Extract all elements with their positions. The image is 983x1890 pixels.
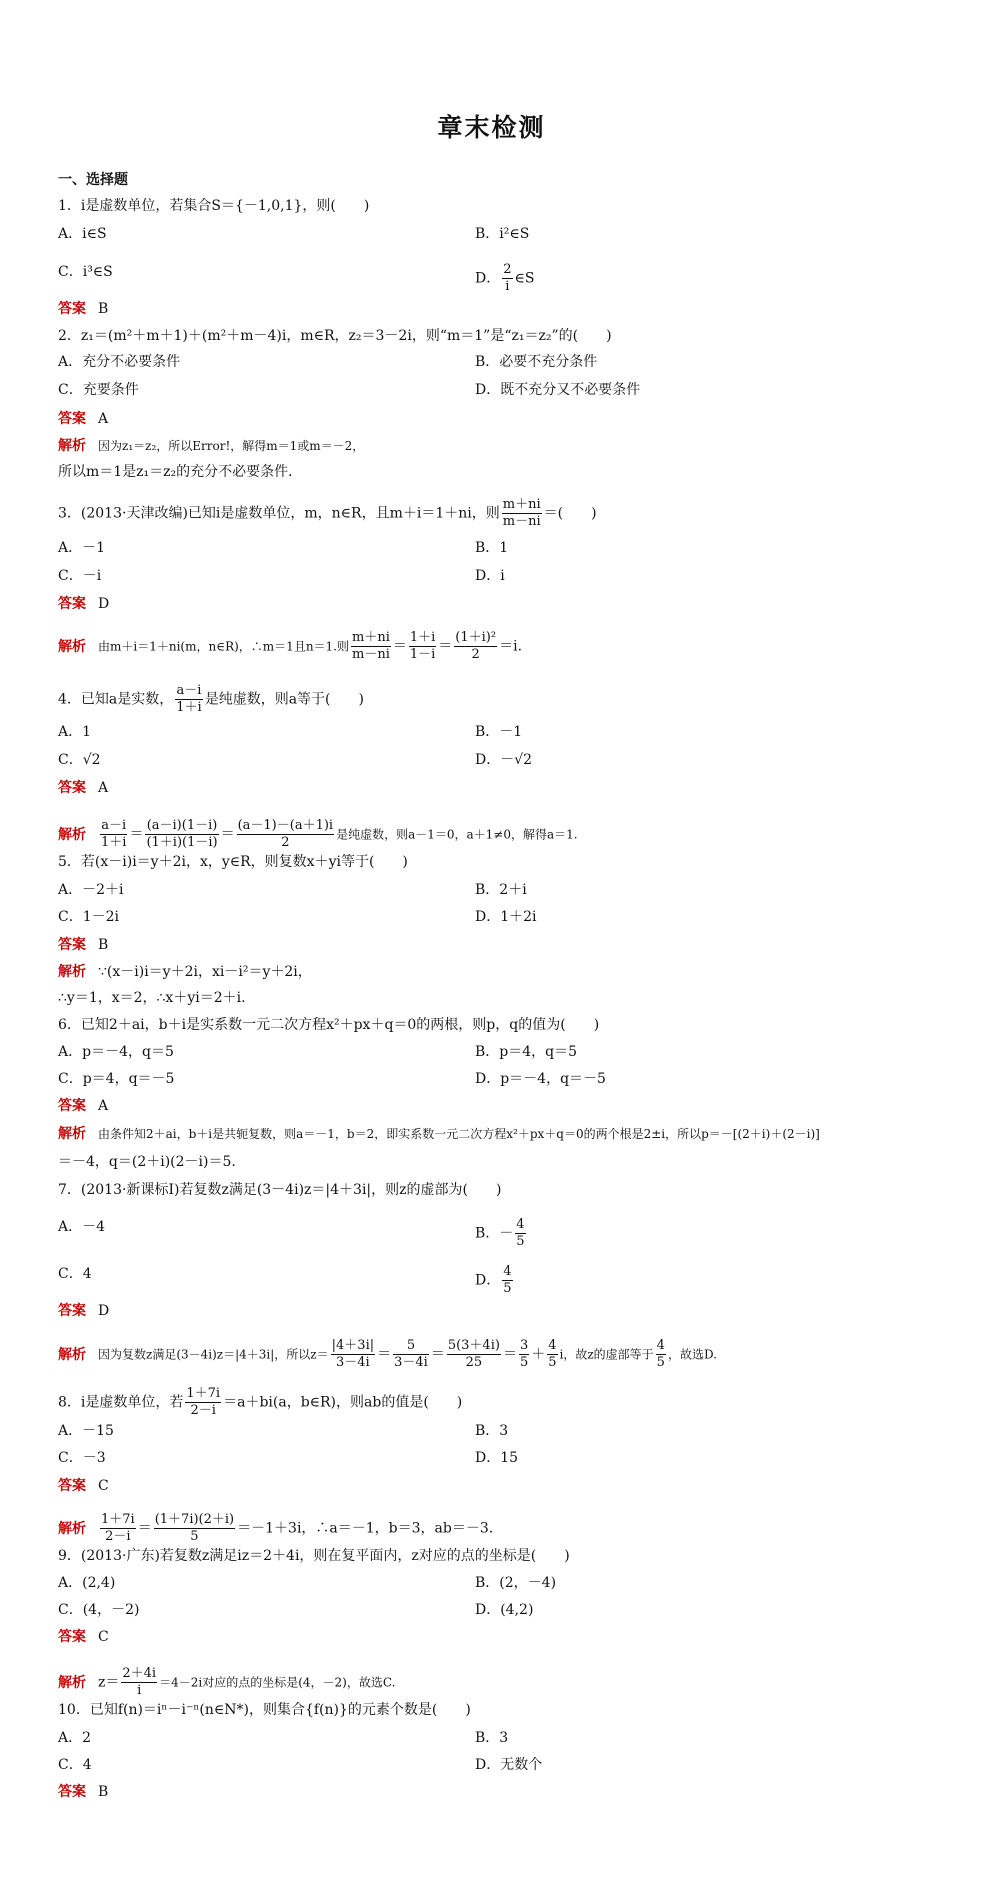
q1-option-d — [475, 262, 535, 294]
fraction-num: (a－1)－(a＋1)i — [237, 818, 334, 833]
fraction-den: 5 — [656, 1355, 665, 1370]
q7-option-d — [475, 1264, 515, 1296]
answer-value: C — [98, 1629, 109, 1645]
answer-label: 答案 — [58, 780, 86, 796]
fraction-num: 5 — [393, 1338, 429, 1355]
answer-label: 答案 — [58, 1303, 86, 1319]
q7-option-a: A．－4 — [58, 1219, 106, 1235]
fraction-den: 2－i — [190, 1403, 216, 1418]
explanation-text: 由m＋i＝1＋ni(m，n∈R)，∴m＝1且n＝1.则 — [98, 639, 349, 654]
explanation-text: ，故选D. — [667, 1347, 717, 1362]
fraction-num: 1＋7i — [186, 1386, 221, 1401]
q7-jx-fraction-1 — [331, 1338, 375, 1371]
answer-label: 答案 — [58, 937, 86, 953]
fraction-num: |4＋3i| — [331, 1338, 375, 1353]
answer-value: C — [98, 1478, 109, 1494]
fraction-num: (1＋7i)(2＋i) — [154, 1512, 235, 1527]
explanation-label: 解析 — [58, 826, 86, 843]
q4-option-d: D．－√2 — [475, 752, 533, 768]
q1-option-a: A．i∈S — [58, 226, 107, 242]
q4-option-c: C．√2 — [58, 752, 101, 768]
q3-jx-fraction-2 — [409, 630, 436, 663]
stem-text: 4．已知a是实数， — [58, 691, 174, 708]
fraction-num: 4 — [548, 1338, 557, 1353]
answer-value: B — [98, 1784, 109, 1800]
explanation-text: ∵(x－i)i＝y＋2i，xi－i²＝y＋2i， — [98, 964, 312, 980]
q9-answer — [58, 1627, 109, 1647]
answer-label: 答案 — [58, 411, 86, 427]
answer-value: A — [98, 780, 109, 796]
fraction-num: 1＋i — [409, 630, 436, 645]
fraction-den: 1＋i — [101, 835, 127, 850]
q7-option-b — [475, 1217, 528, 1249]
q2-answer — [58, 409, 108, 429]
page-title: 章末检测 — [437, 113, 546, 142]
q1-answer — [58, 299, 108, 319]
q2-option-c: C．充要条件 — [58, 382, 139, 398]
question-4-stem — [58, 683, 364, 715]
q1-option-d-prefix: D． — [475, 270, 501, 287]
q3-jx-fraction-1 — [351, 630, 391, 663]
fraction-num: m＋ni — [502, 497, 541, 512]
answer-label: 答案 — [58, 1784, 86, 1800]
q7-option-c: C．4 — [58, 1266, 92, 1282]
q2-option-b: B．必要不充分条件 — [475, 354, 598, 370]
fraction-num: 1＋7i — [101, 1512, 135, 1527]
fraction-den: 3－4i — [394, 1355, 428, 1370]
answer-value: D — [98, 1303, 110, 1319]
equals: ＝ — [502, 1346, 517, 1363]
q4-answer — [58, 778, 108, 798]
q3-option-b: B．1 — [475, 540, 509, 556]
fraction-num: m＋ni — [352, 630, 390, 645]
q1-d-den: i — [505, 279, 510, 294]
stem-text: 8．i是虚数单位，若 — [58, 1394, 184, 1411]
fraction-num: 4 — [503, 1264, 512, 1279]
explanation-text: i，故z的虚部等于 — [559, 1347, 654, 1362]
option-prefix: B．－ — [475, 1225, 514, 1242]
explanation-text: 因为复数z满足(3－4i)z＝|4＋3i|，所以z＝ — [98, 1347, 329, 1362]
q3-explanation — [58, 630, 523, 662]
q8-answer — [58, 1476, 109, 1496]
q4-option-b: B．－1 — [475, 724, 523, 740]
fraction-den: 5 — [516, 1234, 525, 1249]
q6-option-c: C．p＝4，q＝－5 — [58, 1071, 175, 1087]
equals: ＝ — [137, 1520, 152, 1537]
stem-text: ＝a＋bi(a，b∈R)，则ab的值是( ) — [223, 1394, 463, 1411]
explanation-label: 解析 — [58, 1674, 86, 1691]
q7-d-fraction — [502, 1264, 512, 1297]
answer-label: 答案 — [58, 301, 86, 317]
explanation-label: 解析 — [58, 1520, 86, 1537]
fraction-den: 5 — [190, 1529, 199, 1544]
stem-text: ＝( ) — [543, 505, 597, 522]
q2-explanation-2: 所以m＝1是z₁＝z₂的充分不必要条件． — [58, 464, 303, 480]
section-heading: 一、选择题 — [58, 172, 128, 188]
fraction-num: 4 — [656, 1338, 665, 1353]
answer-value: A — [98, 1098, 109, 1114]
q8-jx-fraction-1 — [100, 1512, 136, 1545]
q5-explanation-1 — [58, 962, 312, 982]
question-7-stem: 7．(2013·新课标Ⅰ)若复数z满足(3－4i)z＝|4＋3i|，则z的虚部为( ) — [58, 1182, 502, 1198]
answer-label: 答案 — [58, 596, 86, 612]
q9-option-a: A．(2,4) — [58, 1575, 116, 1591]
question-8-stem — [58, 1386, 463, 1418]
equals: ＝ — [438, 638, 453, 655]
q5-option-a: A．－2＋i — [58, 882, 124, 898]
fraction-den: 3－4i — [336, 1355, 370, 1370]
q4-jx-fraction-2 — [145, 818, 218, 851]
answer-value: D — [98, 596, 110, 612]
q9-option-b: B．(2，－4) — [475, 1575, 557, 1591]
q8-option-a: A．－15 — [58, 1423, 114, 1439]
q7-explanation — [58, 1338, 717, 1370]
q6-explanation-2: ＝－4，q＝(2＋i)(2－i)＝5. — [58, 1154, 236, 1170]
explanation-text: 由条件知2＋ai，b＋i是共轭复数，则a＝－1，b＝2，即实系数一元二次方程x²＋px＋q＝0的两个根是2±i，所以p＝－[(2＋i)＋(2－i)] — [98, 1127, 820, 1141]
q3-option-a: A．－1 — [58, 540, 106, 556]
q4-jx-fraction-3 — [237, 818, 335, 851]
fraction-den: 1－i — [409, 647, 436, 662]
q9-option-d: D．(4,2) — [475, 1602, 534, 1618]
fraction-num: (1＋i)² — [455, 630, 497, 645]
fraction-den: 5 — [519, 1355, 529, 1370]
equals: ＝ — [220, 826, 235, 843]
answer-label: 答案 — [58, 1629, 86, 1645]
q5-answer — [58, 935, 108, 955]
question-6-stem: 6．已知2＋ai，b＋i是实系数一元二次方程x²＋px＋q＝0的两根，则p，q的值为( ) — [58, 1017, 600, 1033]
fraction-num: 2＋4i — [122, 1666, 157, 1681]
equals: ＝ — [129, 826, 144, 843]
fraction-num: 4 — [516, 1217, 525, 1232]
answer-label: 答案 — [58, 1098, 86, 1114]
fraction-den: 2 — [471, 647, 480, 662]
q4-explanation — [58, 818, 578, 850]
q7-jx-fraction-2 — [393, 1338, 429, 1371]
q1-option-b: B．i²∈S — [475, 226, 530, 242]
q8-fraction — [185, 1386, 221, 1419]
q3-option-c: C．－i — [58, 568, 102, 584]
equals: ＝ — [430, 1346, 445, 1363]
answer-value: B — [98, 937, 109, 953]
fraction-den: 5 — [548, 1355, 557, 1370]
q2-option-a: A．充分不必要条件 — [58, 354, 181, 370]
fraction-num: a－i — [176, 683, 202, 698]
q7-jx-fraction-3 — [447, 1338, 501, 1371]
q6-option-a: A．p＝－4，q＝5 — [58, 1044, 174, 1060]
fraction-den: 25 — [465, 1355, 483, 1370]
q7-b-fraction — [515, 1217, 525, 1250]
explanation-text: z＝ — [98, 1674, 120, 1691]
fraction-den: 1＋i — [176, 700, 202, 715]
q8-jx-fraction-2 — [154, 1512, 235, 1545]
q9-option-c: C．(4，－2) — [58, 1602, 140, 1618]
q8-option-b: B．3 — [475, 1423, 509, 1439]
q5-explanation-2: ∴y＝1，x＝2，∴x＋yi＝2＋i. — [58, 990, 246, 1006]
q3-jx-fraction-3 — [454, 630, 497, 663]
q6-explanation-1 — [58, 1124, 820, 1144]
question-3-stem — [58, 497, 597, 529]
plus: ＋ — [531, 1346, 546, 1363]
option-prefix: D． — [475, 1272, 501, 1289]
explanation-label: 解析 — [58, 1346, 86, 1363]
explanation-label: 解析 — [58, 1126, 86, 1142]
q1-d-fraction — [502, 262, 512, 295]
q1-option-c: C．i³∈S — [58, 264, 113, 280]
q3-option-d: D．i — [475, 568, 505, 584]
q10-option-d: D．无数个 — [475, 1757, 543, 1773]
q6-option-b: B．p＝4，q＝5 — [475, 1044, 578, 1060]
q6-answer — [58, 1096, 108, 1116]
q10-option-c: C．4 — [58, 1757, 92, 1773]
question-2-stem: 2．z₁＝(m²＋m＋1)＋(m²＋m－4)i，m∈R，z₂＝3－2i，则“m＝1”是“z₁＝z₂”的( ) — [58, 328, 612, 344]
explanation-label: 解析 — [58, 964, 86, 980]
q7-answer — [58, 1301, 109, 1321]
q2-option-d: D．既不充分又不必要条件 — [475, 382, 641, 398]
fraction-num: 3 — [519, 1338, 529, 1353]
fraction-den: m－ni — [502, 514, 541, 529]
q5-option-b: B．2＋i — [475, 882, 527, 898]
q8-option-c: C．－3 — [58, 1450, 106, 1466]
fraction-den: i — [137, 1683, 142, 1698]
explanation-text: ＝4－2i对应的点的坐标是(4，－2)，故选C. — [159, 1675, 396, 1690]
explanation-text: ＝－1＋3i，∴a＝－1，b＝3，ab＝－3. — [237, 1520, 494, 1537]
q7-jx-fraction-5 — [547, 1338, 557, 1371]
q2-explanation-1 — [58, 436, 364, 456]
fraction-num: a－i — [101, 818, 127, 833]
answer-value: B — [98, 301, 109, 317]
fraction-den: m－ni — [352, 647, 390, 662]
explanation-text: ＝i. — [499, 638, 523, 655]
q10-option-b: B．3 — [475, 1730, 509, 1746]
q10-option-a: A．2 — [58, 1730, 92, 1746]
explanation-label: 解析 — [58, 438, 86, 454]
q8-option-d: D．15 — [475, 1450, 519, 1466]
explanation-label: 解析 — [58, 638, 86, 655]
q3-fraction — [502, 497, 542, 530]
fraction-den: (1＋i)(1－i) — [146, 835, 218, 850]
q4-fraction — [175, 683, 202, 716]
fraction-den: 5 — [503, 1281, 512, 1296]
fraction-num: (a－i)(1－i) — [146, 818, 218, 833]
answer-label: 答案 — [58, 1478, 86, 1494]
q9-jx-fraction — [121, 1666, 157, 1699]
question-10-stem: 10．已知f(n)＝iⁿ－i⁻ⁿ(n∈N*)，则集合{f(n)}的元素个数是( ) — [58, 1702, 471, 1718]
stem-text: 是纯虚数，则a等于( ) — [204, 691, 364, 708]
fraction-den: 2 — [281, 835, 290, 850]
q7-jx-fraction-4 — [519, 1338, 529, 1371]
question-1-stem: 1．i是虚数单位，若集合S＝{－1,0,1}，则( ) — [58, 198, 370, 214]
q5-option-c: C．1－2i — [58, 909, 120, 925]
equals: ＝ — [392, 638, 407, 655]
question-9-stem: 9．(2013·广东)若复数z满足iz＝2＋4i，则在复平面内，z对应的点的坐标是( ) — [58, 1548, 570, 1564]
fraction-num: 5(3＋4i) — [447, 1338, 500, 1353]
q3-answer — [58, 594, 109, 614]
q1-option-d-suffix: ∈S — [514, 270, 535, 287]
q5-option-d: D．1＋2i — [475, 909, 537, 925]
q6-option-d: D．p＝－4，q＝－5 — [475, 1071, 606, 1087]
q9-explanation — [58, 1666, 396, 1698]
q10-answer — [58, 1782, 108, 1802]
fraction-den: 2－i — [105, 1529, 131, 1544]
equals: ＝ — [377, 1346, 392, 1363]
stem-text: 3．(2013·天津改编)已知i是虚数单位，m，n∈R，且m＋i＝1＋ni，则 — [58, 505, 500, 522]
question-5-stem: 5．若(x－i)i＝y＋2i，x，y∈R，则复数x＋yi等于( ) — [58, 854, 408, 870]
explanation-text: 因为z₁＝z₂，所以Error!，解得m＝1或m＝－2， — [98, 439, 365, 453]
answer-value: A — [98, 411, 109, 427]
q7-jx-fraction-6 — [656, 1338, 666, 1371]
q8-explanation — [58, 1512, 494, 1544]
q4-option-a: A．1 — [58, 724, 92, 740]
q1-d-num: 2 — [503, 262, 512, 277]
q4-jx-fraction-1 — [100, 818, 127, 851]
explanation-text: 是纯虚数，则a－1＝0，a＋1≠0，解得a＝1. — [336, 827, 578, 842]
